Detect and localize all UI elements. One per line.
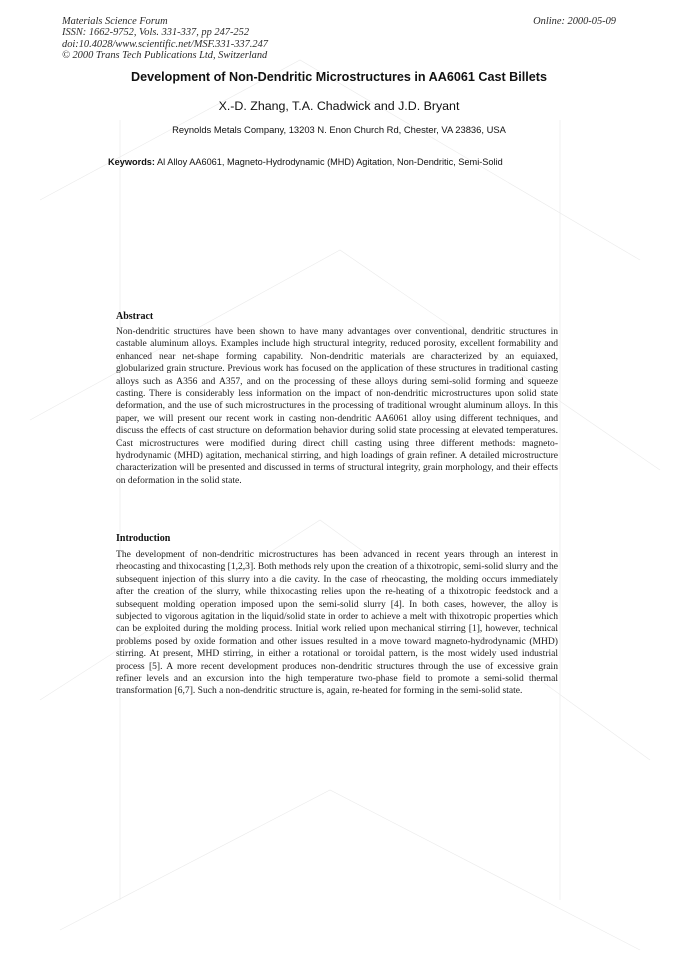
introduction-heading: Introduction: [116, 533, 171, 544]
abstract-heading: Abstract: [116, 311, 154, 322]
keywords-list: Al Alloy AA6061, Magneto-Hydrodynamic (MHD) Agitation, Non-Dendritic, Semi-Solid: [157, 157, 503, 167]
doi-link[interactable]: doi:10.4028/www.scientific.net/MSF.331-337.247: [62, 38, 268, 50]
online-date: Online: 2000-05-09: [533, 16, 616, 27]
keywords-line: [108, 157, 503, 167]
abstract-body: Non-dendritic structures have been shown to have many advantages over conventional, dendritic structures in castable aluminum alloys. Examples include high structural integrity, reduced porosity, excellent formability and enhanced near net-shape forming capability. Non-dendritic materials are characterized by an equiaxed, globularized grain structure. Previous work has focused on the application of these structures in traditional casting alloys such as A356 and A357, and on the processing of these alloys during semi-solid forming and squeeze casting. There is considerably less information on the impact of non-dendritic microstructures upon solid state deformation, and the use of such microstructures in the processing of traditional wrought aluminum alloys. In this paper, we will present our recent work in casting non-dendritic AA6061 alloy using different techniques, and discuss the effects of cast structure on deformation behavior during solid state processing at elevated temperatures. Cast microstructures were modified during direct chill casting using three different methods: magneto-hydrodynamic (MHD) agitation, mechanical stirring, and high loadings of grain refiner. A detailed microstructure characterization will be presented and discussed in terms of structural integrity, grain morphology, and their effects on deformation in the solid state.: [116, 326, 558, 486]
introduction-body: The development of non-dendritic microstructures has been advanced in recent years through an interest in rheocasting and thixocasting [1,2,3]. Both methods rely upon the creation of a thixotropic, semi-solid slurry and the subsequent injection of this slurry into a die cavity. In the case of rheocasting, the molding occurs immediately after the creation of the slurry, while thixocasting relies upon the re-heating of a thixotropic feedstock and a subsequent molding operation imposed upon the semi-solid slurry [4]. In both cases, however, the alloy is subjected to vigorous agitation in the liquid/solid state in order to achieve a melt with thixotropic properties which can be exploited during the molding process. Initial work relied upon mechanical stirring [1], however, technical problems posed by oxide formation and other issues resulted in a move toward magneto-hydrodynamic (MHD) stirring. At present, MHD stirring, in either a rotational or toroidal pattern, is the most widely used industrial process [5]. A more recent development produces non-dendritic structures through the use of excessive grain refiner levels and an excursion into the high temperature two-phase field to promote a semi-solid thermal transformation [6,7]. Such a non-dendritic structure is, again, re-heated for forming in the semi-solid state.: [116, 549, 558, 697]
paper-authors: X.-D. Zhang, T.A. Chadwick and J.D. Bryant: [218, 99, 460, 113]
copyright-line: © 2000 Trans Tech Publications Ltd, Switzerland: [62, 50, 268, 62]
keywords-label: Keywords:: [108, 157, 155, 167]
journal-name: Materials Science Forum: [62, 16, 168, 27]
issn-line: ISSN: 1662-9752, Vols. 331-337, pp 247-252: [62, 27, 250, 39]
author-affiliation: Reynolds Metals Company, 13203 N. Enon Church Rd, Chester, VA 23836, USA: [172, 124, 506, 135]
journal-metadata: [62, 16, 268, 62]
paper-title: Development of Non-Dendritic Microstructures in AA6061 Cast Billets: [131, 70, 547, 84]
